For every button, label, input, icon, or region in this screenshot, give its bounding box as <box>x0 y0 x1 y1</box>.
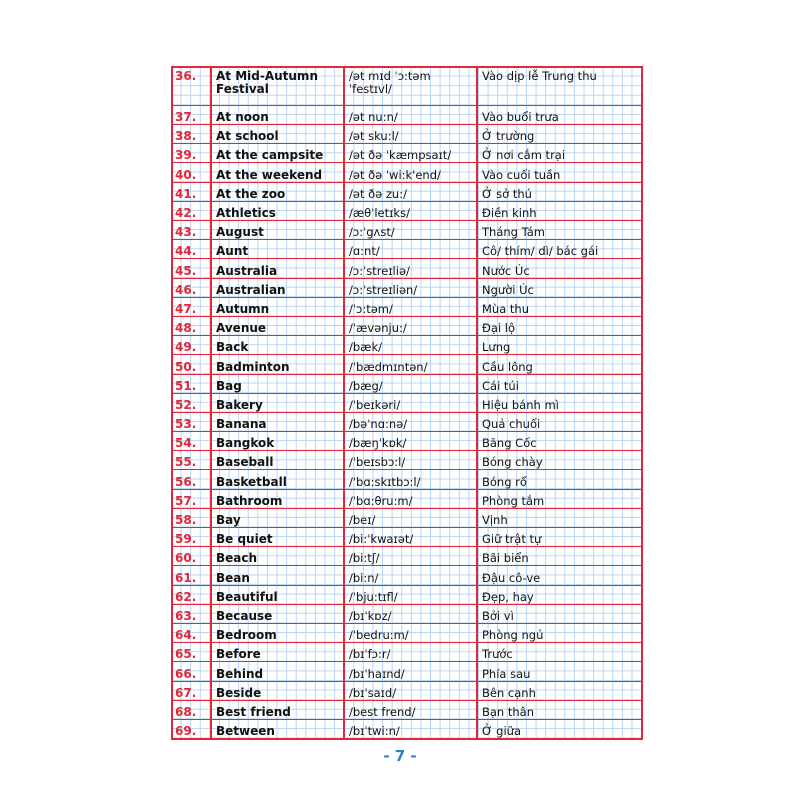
entry-number: 47. <box>172 297 211 316</box>
entry-meaning: Bởi vì <box>477 604 642 623</box>
entry-phonetic: /ˈbju:tɪfl/ <box>344 585 477 604</box>
entry-phonetic: /ət sku:l/ <box>344 125 477 144</box>
entry-word: Autumn <box>211 297 344 316</box>
entry-phonetic: /ɔ:ˈstreɪliə/ <box>344 259 477 278</box>
entry-number: 62. <box>172 585 211 604</box>
table-row <box>172 528 642 547</box>
entry-word: Banana <box>211 412 344 431</box>
entry-meaning: Phòng tắm <box>477 489 642 508</box>
entry-phonetic: /æθˈletɪks/ <box>344 201 477 220</box>
table-row <box>172 547 642 566</box>
entry-meaning: Băng Cốc <box>477 432 642 451</box>
entry-meaning: Đậu cô-ve <box>477 566 642 585</box>
entry-meaning: Giữ trật tự <box>477 528 642 547</box>
entry-number: 69. <box>172 719 211 739</box>
entry-phonetic: /ˈbɑ:θru:m/ <box>344 489 477 508</box>
entry-meaning: Mùa thu <box>477 297 642 316</box>
entry-phonetic: /ˈbeɪkəri/ <box>344 393 477 412</box>
entry-number: 51. <box>172 374 211 393</box>
entry-phonetic: /ət mɪd ˈɔ:təm ˈfestɪvl/ <box>344 67 477 105</box>
entry-word: August <box>211 221 344 240</box>
entry-word: Australia <box>211 259 344 278</box>
entry-number: 46. <box>172 278 211 297</box>
entry-phonetic: /beɪ/ <box>344 508 477 527</box>
entry-number: 67. <box>172 681 211 700</box>
entry-phonetic: /ˈævənju:/ <box>344 316 477 335</box>
entry-meaning: Trước <box>477 643 642 662</box>
entry-word: Aunt <box>211 240 344 259</box>
entry-word: Bean <box>211 566 344 585</box>
entry-meaning: Đẹp, hay <box>477 585 642 604</box>
entry-number: 53. <box>172 412 211 431</box>
entry-meaning: Điền kinh <box>477 201 642 220</box>
entry-word: Between <box>211 719 344 739</box>
entry-meaning: Tháng Tám <box>477 221 642 240</box>
entry-meaning: Ở trường <box>477 125 642 144</box>
entry-number: 52. <box>172 393 211 412</box>
entry-word: At the zoo <box>211 182 344 201</box>
table-row <box>172 623 642 642</box>
entry-phonetic: /ət nu:n/ <box>344 105 477 124</box>
entry-word: At school <box>211 125 344 144</box>
table-row <box>172 221 642 240</box>
table-row <box>172 662 642 681</box>
entry-phonetic: /bi:ˈkwaɪət/ <box>344 528 477 547</box>
table-row <box>172 604 642 623</box>
table-row <box>172 489 642 508</box>
entry-number: 56. <box>172 470 211 489</box>
entry-phonetic: /ət ðə ˈkæmpsaɪt/ <box>344 144 477 163</box>
entry-meaning: Ở giữa <box>477 719 642 739</box>
table-row <box>172 297 642 316</box>
entry-number: 68. <box>172 700 211 719</box>
table-row <box>172 451 642 470</box>
entry-phonetic: /ət ðə zu:/ <box>344 182 477 201</box>
entry-number: 42. <box>172 201 211 220</box>
entry-number: 44. <box>172 240 211 259</box>
table-row <box>172 374 642 393</box>
entry-meaning: Bạn thân <box>477 700 642 719</box>
entry-number: 49. <box>172 336 211 355</box>
entry-word: Badminton <box>211 355 344 374</box>
table-row <box>172 412 642 431</box>
table-row <box>172 393 642 412</box>
entry-phonetic: /bæŋˈkɒk/ <box>344 432 477 451</box>
table-row <box>172 432 642 451</box>
entry-phonetic: /ˈɔ:təm/ <box>344 297 477 316</box>
entry-phonetic: /ˈbɑ:skɪtbɔ:l/ <box>344 470 477 489</box>
vocabulary-table <box>171 66 643 740</box>
entry-word: Beach <box>211 547 344 566</box>
entry-word: At the weekend <box>211 163 344 182</box>
entry-word: Beside <box>211 681 344 700</box>
table-row <box>172 105 642 124</box>
entry-meaning: Ở nơi cắm trại <box>477 144 642 163</box>
entry-phonetic: /ət ðə ˈwi:k'end/ <box>344 163 477 182</box>
entry-number: 57. <box>172 489 211 508</box>
entry-phonetic: /bæg/ <box>344 374 477 393</box>
entry-number: 64. <box>172 623 211 642</box>
entry-word: Bathroom <box>211 489 344 508</box>
entry-word: Best friend <box>211 700 344 719</box>
entry-number: 48. <box>172 316 211 335</box>
table-row <box>172 67 642 105</box>
table-row <box>172 336 642 355</box>
entry-number: 59. <box>172 528 211 547</box>
entry-number: 38. <box>172 125 211 144</box>
table-row <box>172 278 642 297</box>
table-row <box>172 585 642 604</box>
entry-phonetic: /ɑ:nt/ <box>344 240 477 259</box>
entry-phonetic: /bəˈnɑ:nə/ <box>344 412 477 431</box>
entry-meaning: Vào buổi trưa <box>477 105 642 124</box>
entry-number: 39. <box>172 144 211 163</box>
table-row <box>172 681 642 700</box>
entry-number: 66. <box>172 662 211 681</box>
table-row <box>172 182 642 201</box>
entry-number: 41. <box>172 182 211 201</box>
entry-meaning: Vịnh <box>477 508 642 527</box>
table-row <box>172 316 642 335</box>
entry-meaning: Cái túi <box>477 374 642 393</box>
entry-phonetic: /bɪˈkɒz/ <box>344 604 477 623</box>
entry-number: 61. <box>172 566 211 585</box>
entry-phonetic: /ɔ:ˈgʌst/ <box>344 221 477 240</box>
entry-word: Be quiet <box>211 528 344 547</box>
table-row <box>172 240 642 259</box>
entry-meaning: Quả chuối <box>477 412 642 431</box>
entry-meaning: Hiệu bánh mì <box>477 393 642 412</box>
entry-phonetic: /ˈbeɪsbɔ:l/ <box>344 451 477 470</box>
table-row <box>172 355 642 374</box>
entry-meaning: Vào dịp lễ Trung thu <box>477 67 642 105</box>
entry-number: 43. <box>172 221 211 240</box>
entry-number: 50. <box>172 355 211 374</box>
table-row <box>172 566 642 585</box>
entry-phonetic: /bɪˈhaɪnd/ <box>344 662 477 681</box>
table-row <box>172 700 642 719</box>
entry-number: 58. <box>172 508 211 527</box>
entry-word: Because <box>211 604 344 623</box>
entry-number: 63. <box>172 604 211 623</box>
table-row <box>172 163 642 182</box>
entry-number: 55. <box>172 451 211 470</box>
entry-number: 36. <box>172 67 211 105</box>
table-row <box>172 508 642 527</box>
entry-word: Baseball <box>211 451 344 470</box>
entry-meaning: Phòng ngủ <box>477 623 642 642</box>
entry-meaning: Nước Úc <box>477 259 642 278</box>
entry-number: 65. <box>172 643 211 662</box>
entry-word: At Mid-Autumn Festival <box>211 67 344 105</box>
entry-word: Bedroom <box>211 623 344 642</box>
table-row <box>172 144 642 163</box>
entry-meaning: Cầu lông <box>477 355 642 374</box>
entry-meaning: Ở sở thú <box>477 182 642 201</box>
entry-meaning: Đại lộ <box>477 316 642 335</box>
entry-phonetic: /bɪˈtwi:n/ <box>344 719 477 739</box>
table-row <box>172 201 642 220</box>
table-row <box>172 719 642 739</box>
entry-phonetic: /bɪˈfɔ:r/ <box>344 643 477 662</box>
entry-word: Athletics <box>211 201 344 220</box>
entry-meaning: Bóng rổ <box>477 470 642 489</box>
entry-word: At the campsite <box>211 144 344 163</box>
entry-number: 40. <box>172 163 211 182</box>
table-row <box>172 470 642 489</box>
table-row <box>172 259 642 278</box>
entry-meaning: Người Úc <box>477 278 642 297</box>
entry-word: Bakery <box>211 393 344 412</box>
entry-meaning: Bãi biển <box>477 547 642 566</box>
entry-word: At noon <box>211 105 344 124</box>
entry-word: Bag <box>211 374 344 393</box>
entry-number: 60. <box>172 547 211 566</box>
entry-word: Back <box>211 336 344 355</box>
entry-phonetic: /ˈbedru:m/ <box>344 623 477 642</box>
entry-phonetic: /bi:n/ <box>344 566 477 585</box>
entry-phonetic: /bi:tʃ/ <box>344 547 477 566</box>
entry-meaning: Lưng <box>477 336 642 355</box>
entry-word: Avenue <box>211 316 344 335</box>
entry-phonetic: /best frend/ <box>344 700 477 719</box>
entry-meaning: Bên cạnh <box>477 681 642 700</box>
entry-meaning: Cô/ thím/ dì/ bác gái <box>477 240 642 259</box>
entry-word: Bay <box>211 508 344 527</box>
entry-number: 54. <box>172 432 211 451</box>
vocabulary-table-body <box>172 67 642 739</box>
entry-phonetic: /bɪˈsaɪd/ <box>344 681 477 700</box>
table-row <box>172 643 642 662</box>
entry-meaning: Bóng chày <box>477 451 642 470</box>
table-row <box>172 125 642 144</box>
entry-phonetic: /ˈbædmɪntən/ <box>344 355 477 374</box>
entry-number: 45. <box>172 259 211 278</box>
entry-word: Beautiful <box>211 585 344 604</box>
entry-meaning: Phía sau <box>477 662 642 681</box>
entry-word: Behind <box>211 662 344 681</box>
entry-word: Basketball <box>211 470 344 489</box>
entry-word: Before <box>211 643 344 662</box>
entry-word: Australian <box>211 278 344 297</box>
entry-number: 37. <box>172 105 211 124</box>
entry-phonetic: /ɔ:ˈstreɪliən/ <box>344 278 477 297</box>
entry-phonetic: /bæk/ <box>344 336 477 355</box>
page-number: - 7 - <box>383 747 417 765</box>
entry-meaning: Vào cuối tuần <box>477 163 642 182</box>
entry-word: Bangkok <box>211 432 344 451</box>
